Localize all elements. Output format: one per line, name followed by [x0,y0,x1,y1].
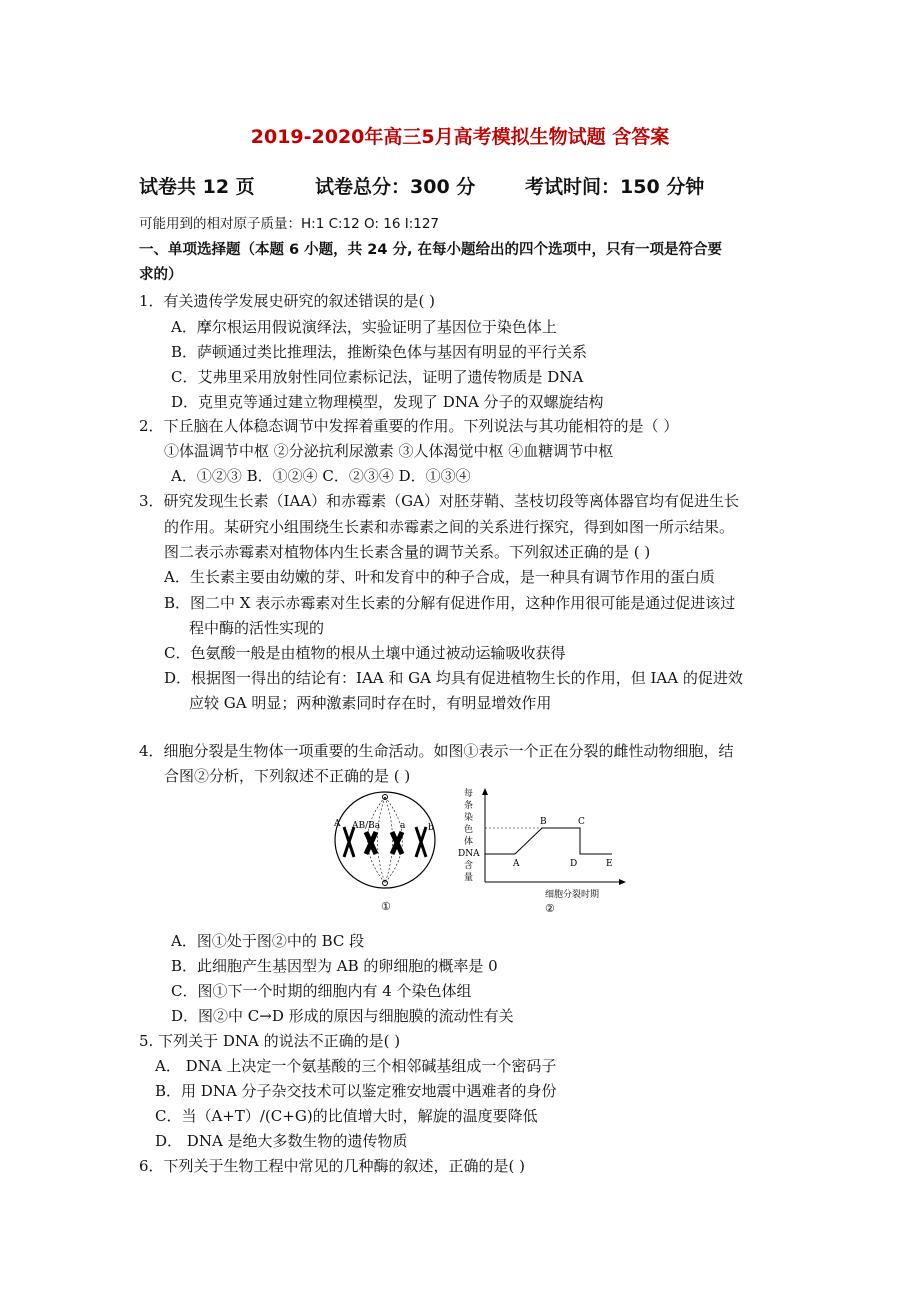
graph-y-label: 每 条 染 色 体 DNA 含 量 [458,789,480,883]
atomic-mass-note: 可能用到的相对原子质量：H:1 C:12 O: 16 I:127 [139,216,440,232]
q3-stem-1: 3．研究发现生长素（IAA）和赤霉素（GA）对胚芽鞘、茎枝切段等离体器官均有促进生长 [139,492,739,510]
section-heading-cont: 求的） [139,267,183,283]
gene-label-mid: a [400,821,406,831]
figure-2-label: ② [545,902,555,915]
q4-option-a: A．图①处于图②中的 BC 段 [171,932,365,950]
gene-label-right: b [428,823,434,833]
q1-option-a: A．摩尔根运用假说演绎法，实验证明了基因位于染色体上 [171,318,557,336]
q2-items: ①体温调节中枢 ②分泌抗利尿激素 ③人体渴觉中枢 ④血糖调节中枢 [164,442,614,460]
q3-option-d-cont: 应较 GA 明显；两种激素同时存在时，有明显增效作用 [189,694,552,712]
page-count: 试卷共 12 页 [139,176,255,198]
graph-point-d: D [570,859,578,869]
q2-stem: 2．下丘脑在人体稳态调节中发挥着重要的作用。下列说法与其功能相符的是（ ） [139,417,679,435]
q4-stem-1: 4．细胞分裂是生物体一项重要的生命活动。如图①表示一个正在分裂的雌性动物细胞，结 [139,742,734,760]
section-heading: 一、单项选择题（本题 6 小题，共 24 分, 在每小题给出的四个选项中，只有一项是符合要 [139,242,723,258]
gene-label-left: A [334,819,341,829]
q5-option-b: B．用 DNA 分子杂交技术可以鉴定雅安地震中遇难者的身份 [155,1082,557,1100]
q3-option-c: C．色氨酸一般是由植物的根从土壤中通过被动运输吸收获得 [164,644,566,662]
dividing-cell-diagram [333,792,435,913]
q3-option-a: A．生长素主要由幼嫩的芽、叶和发育中的种子合成，是一种具有调节作用的蛋白质 [164,568,715,586]
q3-stem-3: 图二表示赤霉素对植物体内生长素含量的调节关系。下列叙述正确的是 ( ) [164,543,651,561]
graph-point-b: B [540,817,547,827]
graph-point-c: C [578,817,585,827]
q5-option-a: A． DNA 上决定一个氨基酸的三个相邻碱基组成一个密码子 [155,1057,557,1075]
q4-option-d: D．图②中 C→D 形成的原因与细胞膜的流动性有关 [171,1007,514,1025]
q1-option-d: D．克里克等通过建立物理模型，发现了 DNA 分子的双螺旋结构 [171,393,604,411]
q5-option-c: C．当（A+T）/(C+G)的比值增大时，解旋的温度要降低 [155,1107,538,1125]
exam-time: 考试时间：150 分钟 [525,176,705,198]
q3-option-b: B．图二中 X 表示赤霉素对生长素的分解有促进作用，这种作用很可能是通过促进该过 [164,594,736,612]
cell-division-figures [330,782,630,922]
q6-stem: 6．下列关于生物工程中常见的几种酶的叙述，正确的是( ) [139,1157,526,1175]
q2-options: A．①②③ B．①②④ C．②③④ D．①③④ [171,467,471,485]
q1-option-c: C．艾弗里采用放射性同位素标记法，证明了遗传物质是 DNA [171,368,584,386]
graph-point-e: E [606,859,613,869]
q1-option-b: B．萨顿通过类比推理法，推断染色体与基因有明显的平行关系 [171,343,588,361]
q4-option-b: B．此细胞产生基因型为 AB 的卵细胞的概率是 0 [171,957,498,975]
gene-label-pairs: AB/Ba [352,821,381,831]
exam-title: 2019-2020年高三5月高考模拟生物试题 含答案 [250,126,670,148]
figure-1-label: ① [381,900,391,913]
dna-content-graph [458,787,626,915]
q4-stem-2: 合图②分析，下列叙述不正确的是 ( ) [164,767,411,785]
total-score: 试卷总分：300 分 [315,176,476,198]
q1-stem: 1．有关遗传学发展史研究的叙述错误的是( ) [139,292,436,310]
q4-option-c: C．图①下一个时期的细胞内有 4 个染色体组 [171,982,472,1000]
graph-point-a: A [513,859,520,869]
q5-stem: 5. 下列关于 DNA 的说法不正确的是( ) [139,1032,401,1050]
q3-option-b-cont: 程中酶的活性实现的 [189,619,325,637]
q5-option-d: D． DNA 是绝大多数生物的遗传物质 [155,1132,408,1150]
q3-option-d: D．根据图一得出的结论有：IAA 和 GA 均具有促进植物生长的作用，但 IAA 的促进效 [164,669,743,687]
exam-info [139,172,704,199]
graph-x-label: 细胞分裂时期 [545,890,600,900]
q3-stem-2: 的作用。某研究小组围绕生长素和赤霉素之间的关系进行探究，得到如图一所示结果。 [164,518,735,536]
